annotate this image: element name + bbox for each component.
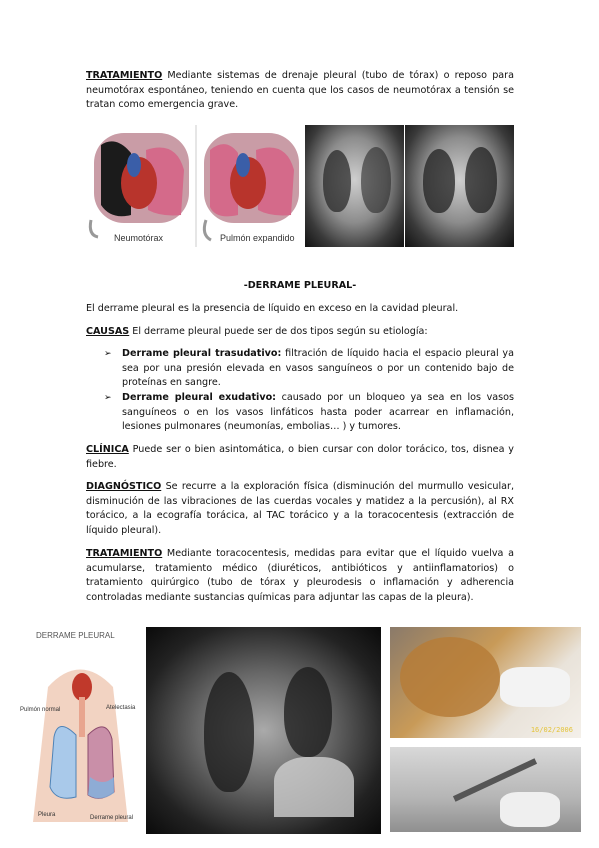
label-pulmon-normal: Pulmón normal xyxy=(20,707,61,713)
photo-skin-area xyxy=(400,637,500,717)
torso-diagram xyxy=(18,627,143,827)
xray-neumotorax-1 xyxy=(305,125,404,247)
list-item-trasudativo xyxy=(104,347,514,391)
diagnostico-label: DIAGNÓSTICO xyxy=(86,481,162,492)
trasudativo-term: Derrame pleural trasudativo: xyxy=(122,348,282,359)
causas-text: El derrame pleural puede ser de dos tipos según su etiología: xyxy=(129,326,428,337)
clinica-paragraph xyxy=(86,443,514,472)
caption-neumotorax: Neumotórax xyxy=(114,233,164,243)
xray-lung-left xyxy=(204,672,254,792)
intro-paragraph: El derrame pleural es la presencia de líquido en exceso en la cavidad pleural. xyxy=(86,303,459,314)
tratamiento-text: Mediante sistemas de drenaje pleural (tubo de tórax) o reposo para neumotórax espontáneo, teniendo en cuenta que los casos de neumotórax a tensión se tratan como emergencia grave. xyxy=(86,70,514,111)
tratamiento-label: TRATAMIENTO xyxy=(86,548,163,559)
photo-gloved-hand xyxy=(500,667,570,707)
causas-paragraph xyxy=(86,325,514,340)
tratamiento-derrame-paragraph xyxy=(86,547,514,605)
arrow-bullet-icon: ➢ xyxy=(104,393,112,403)
label-derrame-pleural: Derrame pleural xyxy=(90,815,134,821)
diagnostico-text: Se recurre a la exploración física (disminución del murmullo vesicular, disminución de las vibraciones de las cuerdas vocales y matidez a la percusión), al RX torácico, a la ecografía torácica, al TAC torácico y a la toracocentesis (extracción de líquido pleural). xyxy=(86,481,514,536)
photo-toracocentesis-2 xyxy=(390,747,581,832)
photo-gloved-hand xyxy=(500,792,560,827)
clinica-label: CLÍNICA xyxy=(86,444,129,455)
causas-label: CAUSAS xyxy=(86,326,130,337)
xray-derrame-pleural xyxy=(146,627,381,834)
tratamiento-neumotorax-paragraph xyxy=(86,69,514,113)
photo-toracocentesis-1 xyxy=(390,627,581,738)
exudativo-text: causado por un bloqueo ya sea en los vasos sanguíneos o en los vasos linfáticos hasta poder acarrear en inflamación, lesiones pulmonares (neumonías, embolias… ) y tumores. xyxy=(122,392,514,433)
tratamiento-text: Mediante toracocentesis, medidas para evitar que el líquido vuelva a acumularse, tratamiento médico (diuréticos, antibióticos y antiinflamatorios) o tratamiento quirúrgico (tubo de tórax y pleurodesis o inflamación y adherencia controladas mediante sustancias químicas para adjuntar las capas de la pleura). xyxy=(86,548,514,603)
diagnostico-paragraph xyxy=(86,480,514,538)
xray-lung-left xyxy=(423,149,455,213)
neumotorax-illustration xyxy=(86,125,304,247)
tratamiento-label: TRATAMIENTO xyxy=(86,70,163,81)
list-item-exudativo xyxy=(104,391,514,435)
xray-lung-right xyxy=(284,667,332,757)
xray-effusion xyxy=(274,757,354,817)
section-title: -DERRAME PLEURAL- xyxy=(243,280,357,291)
xray-lung-left xyxy=(323,150,351,212)
neumotorax-diagram xyxy=(86,125,304,247)
trasudativo-text: filtración de líquido hacia el espacio pleural ya sea por una presión elevada en vasos sanguíneos o por un contenido bajo de proteínas en sangre. xyxy=(122,348,514,389)
clinica-text: Puede ser o bien asintomática, o bien cursar con dolor torácico, tos, disnea y fiebre. xyxy=(86,444,514,470)
exudativo-term: Derrame pleural exudativo: xyxy=(122,392,277,403)
caption-pulmon-expandido: Pulmón expandido xyxy=(220,233,295,243)
arrow-bullet-icon: ➢ xyxy=(104,349,112,359)
label-atelectasia: Atelectasia xyxy=(106,705,136,711)
diagram-title: DERRAME PLEURAL xyxy=(36,631,115,640)
label-pleura: Pleura xyxy=(38,812,56,818)
xray-neumotorax-2 xyxy=(405,125,514,247)
xray-lung-right xyxy=(465,147,497,213)
photo-date: 16/02/2006 xyxy=(530,726,573,734)
xray-lung-right xyxy=(361,147,391,213)
derrame-pleural-diagram xyxy=(18,627,143,827)
